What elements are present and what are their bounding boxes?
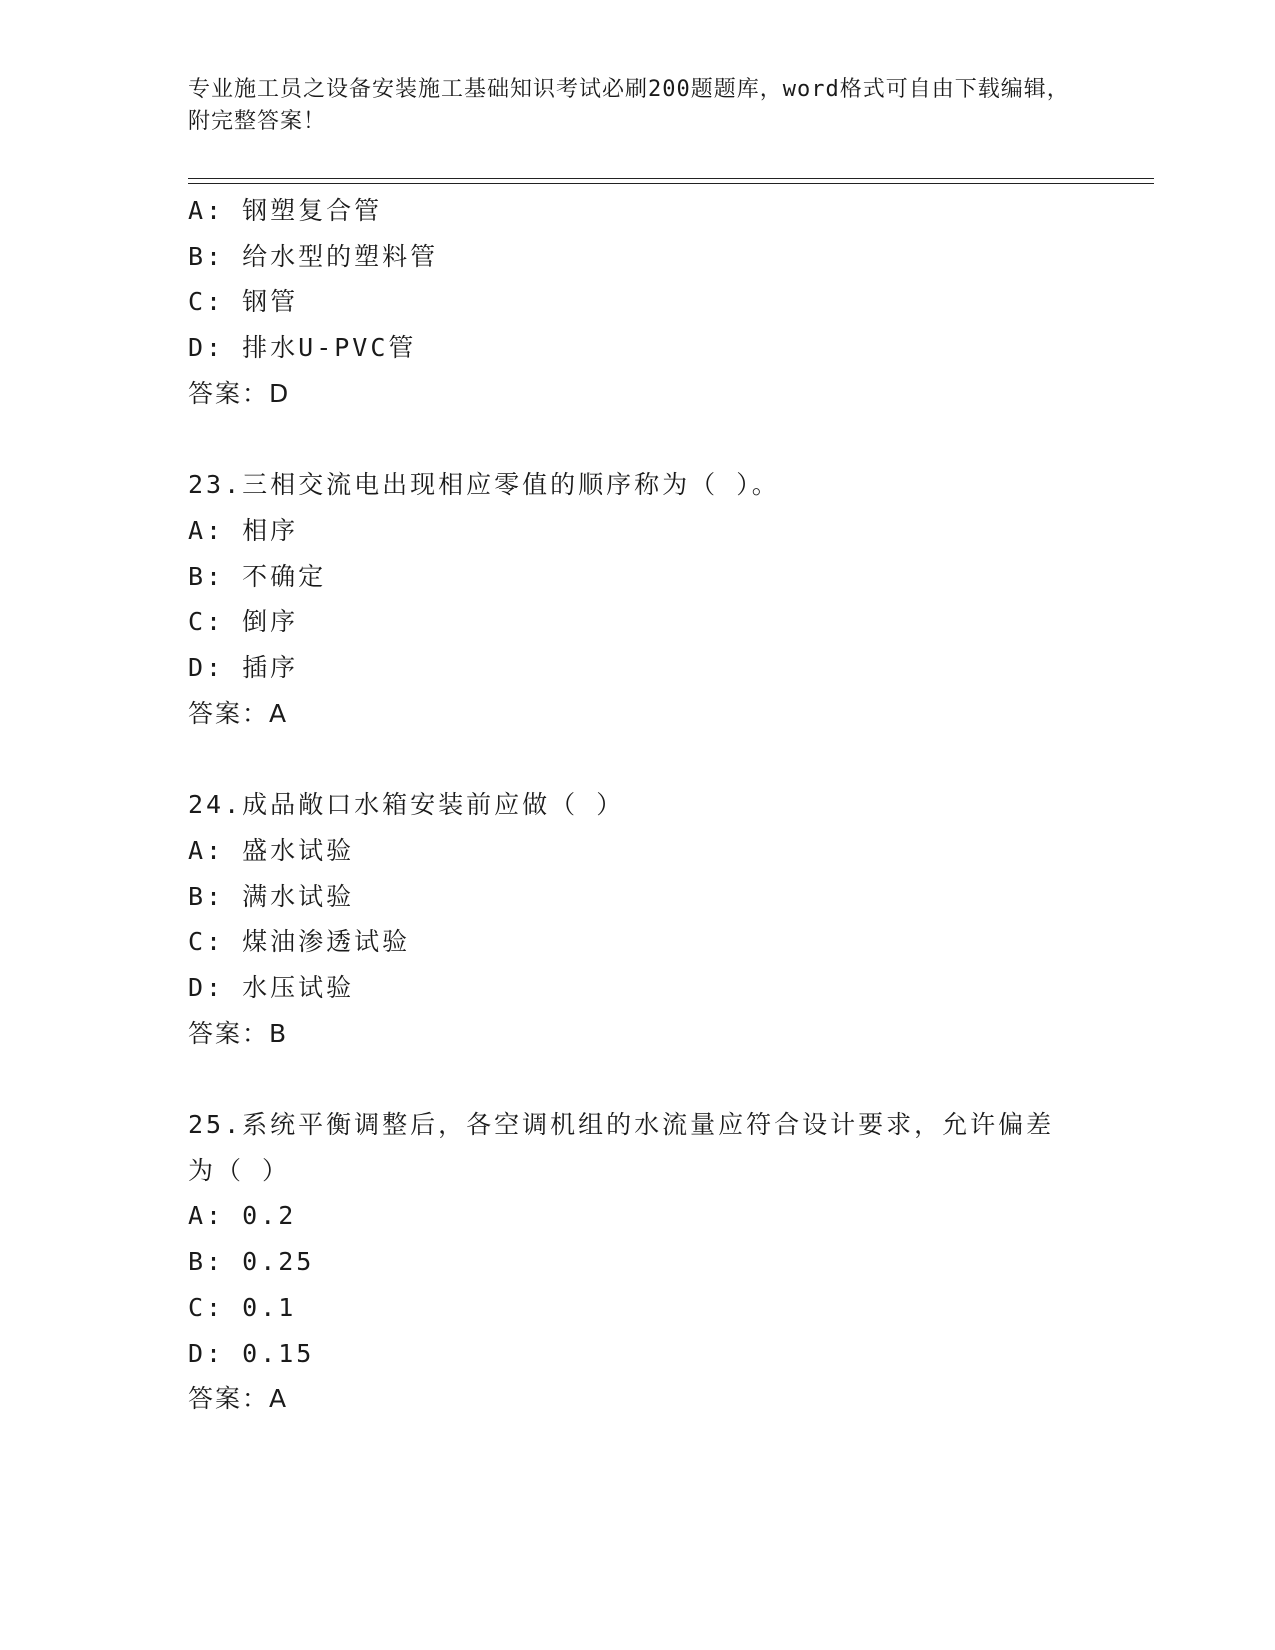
header-divider-bottom: [188, 183, 1154, 184]
option-d: D: 排水U-PVC管: [188, 333, 417, 363]
option-c: C: 倒序: [188, 607, 299, 637]
question-text: 24.成品敞口水箱安装前应做（ ）: [188, 790, 625, 820]
option-d: D: 0.15: [188, 1338, 315, 1368]
option-d: D: 水压试验: [188, 972, 355, 1002]
question-text: 25.系统平衡调整后，各空调机组的水流量应符合设计要求，允许偏差为（ ）: [188, 1110, 1055, 1185]
option-b: B: 0.25: [188, 1247, 315, 1277]
option-c: C: 0.1: [188, 1292, 297, 1322]
option-c: C: 钢管: [188, 287, 299, 317]
question-25-block: [188, 1102, 1088, 1422]
option-a: A: 盛水试验: [188, 835, 355, 865]
spacer: [188, 417, 1088, 463]
question-text: 23.三相交流电出现相应零值的顺序称为（ ）。: [188, 470, 780, 500]
answer-line: 答案：B: [188, 1018, 289, 1048]
answer-line: 答案：D: [188, 378, 291, 408]
option-b: B: 不确定: [188, 561, 327, 591]
question-23-block: [188, 462, 1088, 736]
option-c: C: 煤油渗透试验: [188, 927, 411, 957]
spacer: [188, 736, 1088, 782]
document-header: 专业施工员之设备安装施工基础知识考试必刷200题题库，word格式可自由下载编辑，附完整答案！: [188, 77, 1070, 134]
answer-line: 答案：A: [188, 698, 289, 728]
option-b: B: 满水试验: [188, 881, 355, 911]
option-d: D: 插序: [188, 653, 299, 683]
question-list: [188, 188, 1088, 1422]
option-a: A: 相序: [188, 515, 299, 545]
spacer: [188, 1056, 1088, 1102]
option-b: B: 给水型的塑料管: [188, 241, 439, 271]
option-a: A: 钢塑复合管: [188, 196, 383, 225]
option-a: A: 0.2: [188, 1201, 297, 1231]
question-24-block: [188, 782, 1088, 1056]
question-22-block: [188, 188, 1088, 417]
answer-line: 答案：A: [188, 1384, 289, 1414]
header-divider-top: [188, 178, 1154, 179]
